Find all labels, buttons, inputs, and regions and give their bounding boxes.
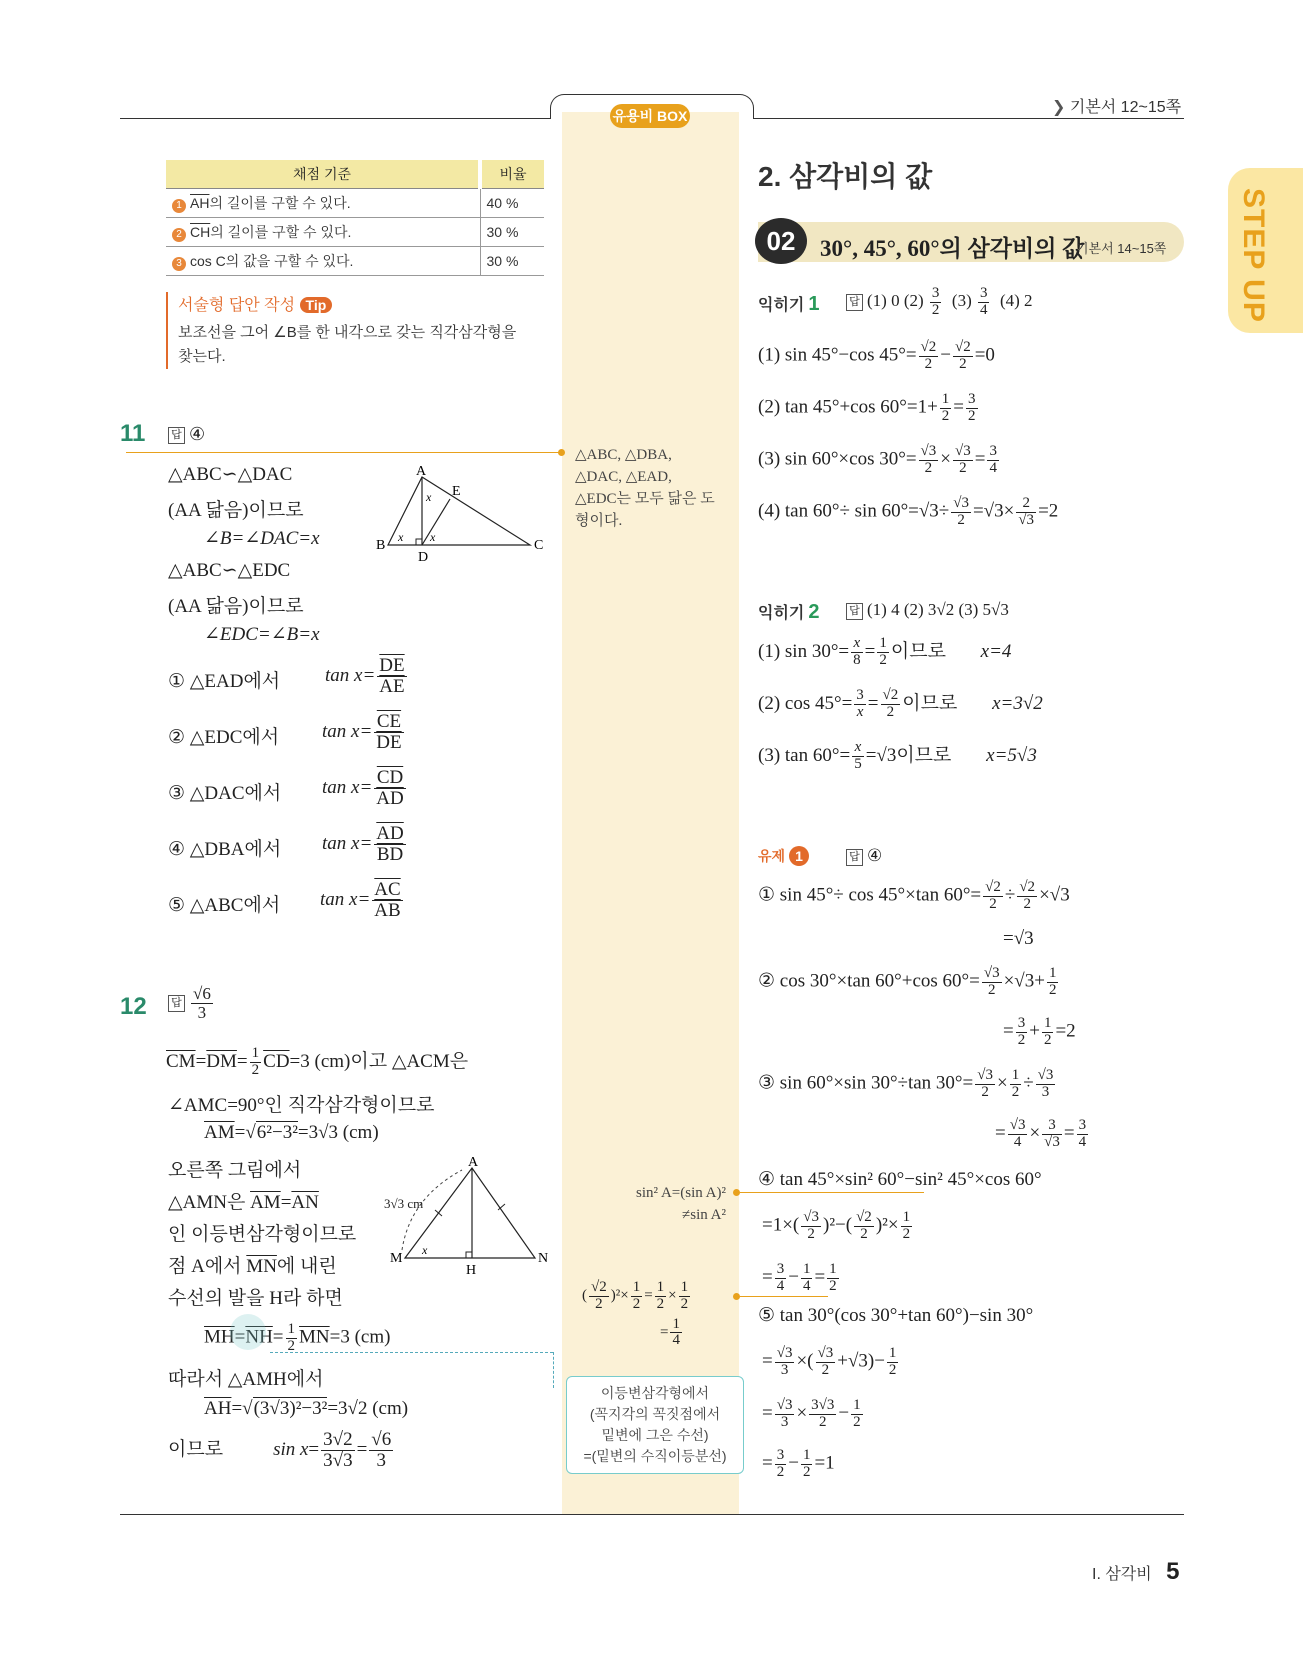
topic-title: 30°, 45°, 60°의 삼각비의 값 (820, 236, 1085, 261)
ex2-line3: (3) tan 60°= $\frac{x}{5}$ =√3이므로 x=5√3 (758, 739, 1037, 773)
step-up-tab (1228, 168, 1303, 333)
label-x3: x (430, 530, 436, 544)
q12-answer: 답 $\frac{√6}{3}$ (168, 985, 215, 1022)
q11-line1: △ABC∽△DAC (168, 464, 293, 485)
ex2-line2: (2) cos 45°= $\frac{3}{x}$ = $\frac{√2}{2}$ 이므로 x=3√2 (758, 687, 1043, 721)
label-a: A (468, 1155, 479, 1170)
prob1-item4-step2: = $\frac{3}{4}$ − $\frac{1}{4}$ = $\frac{1}{2}$ (762, 1261, 837, 1294)
q11-option-2-value: tan x= $\frac{\overline{CE}}{DE}$ (322, 711, 402, 753)
row-text: 의 길이를 구할 수 있다. (210, 224, 352, 240)
q11-option-4: ④ △DBA에서 (168, 839, 282, 860)
ex2-header: 익히기 2 (758, 601, 820, 623)
prob1-answer: 답 ④ (846, 846, 882, 866)
fraction-note-dot (733, 1293, 740, 1300)
q12-text1: 오른쪽 그림에서 (168, 1160, 302, 1181)
prob1-item1: ① sin 45°÷ cos 45°×tan 60°= $\frac{√2}{2}$ ÷ $\frac{√2}{2}$ ×√3 (758, 879, 1070, 912)
footer-rule (120, 1514, 1184, 1515)
prob1-item5-step2: = $\frac{√3}{3}$ × $\frac{3√3}{2}$ − $\frac{1}{2}$ (762, 1397, 861, 1430)
q11-line3: ∠B=∠DAC=x (204, 528, 320, 549)
footer-chapter: I. 삼각비 (1092, 1566, 1152, 1583)
q12-then: 따라서 △AMH에서 (168, 1369, 324, 1390)
topic-ref: 기본서 14~15쪽 (1076, 241, 1167, 256)
footer-page: 5 (1166, 1558, 1180, 1585)
score-table-wrap (166, 160, 544, 276)
row-text: cos C의 값을 구할 수 있다. (190, 253, 354, 269)
q12-fig-len: 3√3 cm (384, 1196, 424, 1211)
prob1-header: 유제 1 (758, 846, 809, 866)
q11-connector (126, 452, 560, 453)
header-rule-left (120, 118, 550, 119)
prob1-item2-cont: = $\frac{3}{2}$ + $\frac{1}{2}$ =2 (1003, 1015, 1076, 1048)
topic-badge: 02 (755, 218, 807, 264)
q12-isosceles-figure (380, 1155, 550, 1278)
table-row (166, 247, 544, 276)
label-e: E (452, 484, 461, 499)
q11-line6: ∠EDC=∠B=x (204, 624, 320, 645)
q11-option-1-value: tan x= $\frac{\overline{DE}}{AE}$ (325, 655, 405, 697)
ex1-line3: (3) sin 60°×cos 30°= $\frac{√3}{2}$ × $\frac{√3}{2}$ = $\frac{3}{4}$ (758, 443, 997, 476)
label-x1: x (426, 490, 432, 504)
prob1-item1-cont: =√3 (1003, 928, 1034, 949)
chevron-right-icon: ❯ (1052, 99, 1066, 116)
ex1-line1: (1) sin 45°−cos 45°= $\frac{√2}{2}$ − $\frac{√2}{2}$ =0 (758, 339, 995, 372)
q11-line5: (AA 닮음)이므로 (168, 596, 304, 617)
badge-3: 3 (172, 257, 186, 271)
label-c: C (534, 538, 544, 553)
right-angle-d (416, 539, 422, 545)
header-ref (1052, 94, 1181, 117)
col-ratio: 비율 (480, 160, 544, 189)
prob1-item5-step3: = $\frac{3}{2}$ − $\frac{1}{2}$ =1 (762, 1447, 835, 1480)
q12-text4: 점 A에서 $\overline{MN}$에 내린 (168, 1256, 337, 1277)
q11-option-4-value: tan x= $\frac{\overline{AD}}{BD}$ (322, 823, 404, 865)
q12-line3: $\overline{AM}=√6^2-3^2=3√3$ (cm) (204, 1122, 379, 1143)
score-table-header (166, 160, 544, 189)
tip-text2: 찾는다. (178, 348, 226, 365)
ex1-line4: (4) tan 60°÷ sin 60°=√3÷ $\frac{√3}{2}$ =√3× $\frac{2}{√3}$ =2 (758, 495, 1059, 528)
q12-dashed-connector-v (553, 1352, 554, 1388)
prob1-item3: ③ sin 60°×sin 30°÷tan 30°= $\frac{√3}{2}$ × $\frac{1}{2}$ ÷ $\frac{√3}{3}$ (758, 1067, 1054, 1100)
q11-option-5-value: tan x= $\frac{\overline{AC}}{AB}$ (320, 879, 401, 921)
prob1-item5: ⑤ tan 30°(cos 30°+tan 60°)−sin 30° (758, 1305, 1034, 1326)
label-m: M (390, 1251, 403, 1266)
right-angle-h (466, 1252, 472, 1258)
fraction-note-connector (740, 1296, 828, 1297)
answer-icon: 답 (846, 603, 863, 620)
q11-side-note: △ABC, △DBA, △DAC, △EAD, △EDC는 모두 닮은 도 형이다. (575, 447, 715, 529)
q11-option-3-value: tan x= $\frac{\overline{CD}}{AD}$ (322, 767, 404, 809)
q12-ah-line: $\overline{AH}=√(3√3)^2-3^2=3√2$ (cm) (204, 1398, 409, 1419)
header-ref-text: 기본서 12~15쪽 (1069, 99, 1182, 116)
segment-de (422, 499, 450, 545)
q11-option-3: ③ △DAC에서 (168, 783, 282, 804)
prob1-item4-step1: =1×( $\frac{√3}{2}$ )²−( $\frac{√2}{2}$ )²× $\frac{1}{2}$ (762, 1209, 911, 1242)
q12-highlight-circle (230, 1314, 266, 1350)
prob1-item4: ④ tan 45°×sin² 60°−sin² 45°×cos 60° (758, 1169, 1042, 1190)
seg-ch: $\overline{CH}$ (190, 224, 211, 240)
q12-line1: $\overline{CM}=\overline{DM}=$ $\frac{1}{2}$ $\overline{CD}=3$ (cm)이고 △ACM은 (166, 1045, 469, 1079)
q11-option-5: ⑤ △ABC에서 (168, 895, 281, 916)
seg-ah: $\overline{AH}$ (190, 195, 210, 211)
footer (1092, 1558, 1180, 1586)
answer-icon: 답 (168, 995, 185, 1012)
step-up-text: STEP UP (1237, 188, 1270, 323)
label-x: x (422, 1243, 428, 1257)
q12-mh-line: $\overline{MH}=\overline{NH}=$ $\frac{1}{2}$ $\overline{MN}=3$ (cm) (204, 1321, 391, 1354)
col-criteria: 채점 기준 (166, 160, 480, 189)
sin-note-connector (740, 1192, 924, 1193)
section-title: 2. 삼각비의 값 (758, 161, 933, 192)
sin-square-note: sin² A=(sin A)² ≠sin A² (636, 1185, 726, 1223)
q12-side-note-box: 이등변삼각형에서 (꼭지각의 꼭짓점에서 밑변에 그은 수선) =(밑변의 수직이등분선) (566, 1376, 744, 1474)
ratio-cell: 40 % (480, 189, 544, 218)
q12-dashed-connector (270, 1352, 553, 1353)
q12-line2: ∠AMC=90°인 직각삼각형이므로 (168, 1095, 435, 1116)
ex2-line1: (1) sin 30°= $\frac{x}{8}$ = $\frac{1}{2}$ 이므로 x=4 (758, 635, 1012, 669)
prob1-item3-cont: = $\frac{√3}{4}$ × $\frac{3}{√3}$ = $\frac{3}{4}$ (995, 1117, 1087, 1150)
tip-badge: Tip (300, 297, 333, 313)
header-rule-right (752, 118, 1184, 119)
prob1-item5-step1: = $\frac{√3}{3}$ ×( $\frac{√3}{2}$ +√3)− $\frac{1}{2}$ (762, 1345, 897, 1378)
fraction-note: ( $\frac{√2}{2}$ )²× $\frac{1}{2}$ = $\frac{1}{2}$ × $\frac{1}{2}$ = $\frac{1}{4}$ (582, 1279, 689, 1349)
q12-final: 이므로 sin x= $\frac{3√2}{3√3}$ = $\frac{√6}{3}$ (168, 1429, 392, 1471)
q11-line2: (AA 닮음)이므로 (168, 500, 304, 521)
tick-am (435, 1210, 442, 1216)
answer-icon: 답 (846, 294, 863, 311)
q12-text2: △AMN은 $\overline{AM}=\overline{AN}$ (168, 1192, 319, 1213)
q12-number: 12 (120, 993, 147, 1020)
answer-icon: 답 (168, 427, 185, 444)
q11-option-2: ② △EDC에서 (168, 727, 280, 748)
ratio-cell: 30 % (480, 218, 544, 247)
label-x2: x (398, 530, 404, 544)
q11-connector-dot (558, 449, 565, 456)
ex1-line2: (2) tan 45°+cos 60°=1+ $\frac{1}{2}$ = $\frac{3}{2}$ (758, 391, 976, 424)
tip-text1: 보조선을 그어 ∠B를 한 내각으로 갖는 직각삼각형을 (178, 324, 517, 341)
q11-line4: △ABC∽△EDC (168, 560, 291, 581)
q11-option-1: ① △EAD에서 (168, 671, 281, 692)
label-n: N (538, 1251, 549, 1266)
sin-note-dot (733, 1189, 740, 1196)
box-label-text: 유용비 BOX (612, 108, 688, 124)
label-d: D (418, 550, 429, 565)
ex1-header: 익히기 1 (758, 293, 820, 315)
badge-1: 1 (172, 199, 186, 213)
table-row (166, 218, 544, 247)
q11-answer (168, 424, 205, 445)
box-label (610, 104, 690, 128)
q11-answer-text: ④ (189, 424, 206, 444)
row-text: 의 길이를 구할 수 있다. (209, 195, 351, 211)
tip-box (166, 292, 558, 369)
ex2-answers: 답 (1) 4 (2) 3√2 (3) 5√3 (846, 600, 1009, 620)
q12-text5: 수선의 발을 H라 하면 (168, 1288, 343, 1309)
ex1-answers: 답 (1) 0 (2) $\frac{3}{2}$ (3) $\frac{3}{4}$ (4) 2 (846, 286, 1033, 319)
q11-triangle-figure (370, 464, 550, 565)
label-h: H (466, 1263, 477, 1278)
prob1-item2: ② cos 30°×tan 60°+cos 60°= $\frac{√3}{2}$ ×√3+ $\frac{1}{2}$ (758, 965, 1057, 998)
q11-number: 11 (120, 420, 146, 447)
tip-title: 서술형 답안 작성 (178, 297, 296, 314)
ratio-cell: 30 % (480, 247, 544, 276)
label-a: A (416, 464, 427, 479)
q12-text3: 인 이등변삼각형이므로 (168, 1224, 357, 1245)
table-row (166, 189, 544, 218)
answer-icon: 답 (846, 849, 863, 866)
badge-2: 2 (172, 228, 186, 242)
label-b: B (376, 538, 386, 553)
score-table (166, 160, 544, 276)
